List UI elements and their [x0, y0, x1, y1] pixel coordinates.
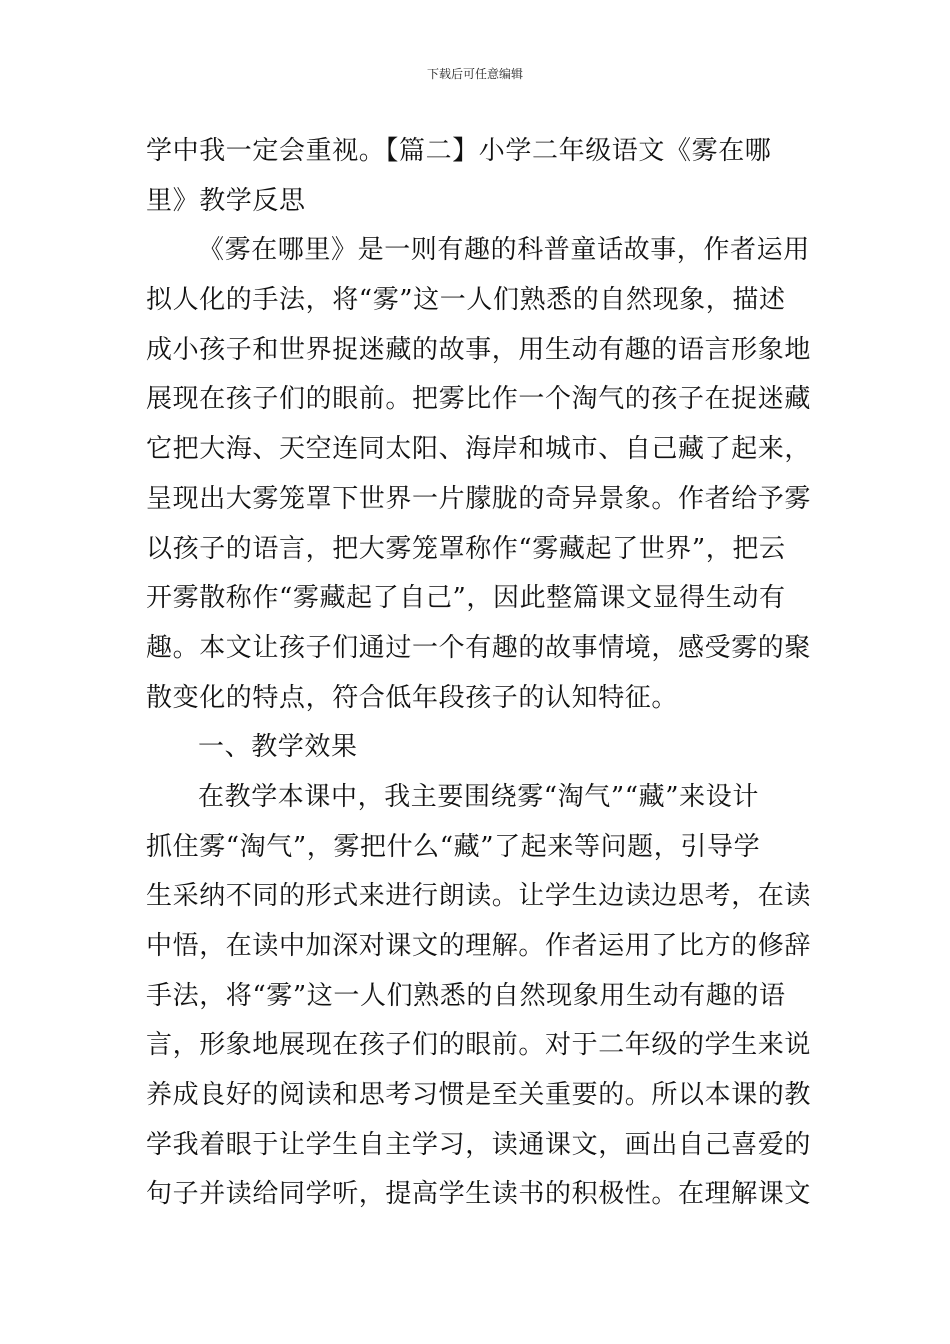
text-line: 学我着眼于让学生自主学习，读通课文，画出自己喜爱的: [146, 1129, 812, 1160]
text-line: 抓住雾“淘气”，雾把什么“藏”了起来等问题，引导学: [146, 831, 761, 862]
text-line: 它把大海、天空连同太阳、海岸和城市、自己藏了起来，: [146, 434, 812, 465]
text-line: 学中我一定会重视。【篇二】小学二年级语文《雾在哪: [146, 136, 772, 166]
page-header: 下载后可任意编辑: [426, 67, 523, 81]
text-line: 拟人化的手法，将“雾”这一人们熟悉的自然现象，描述: [146, 285, 786, 316]
section-heading: 一、教学效果: [198, 732, 358, 763]
text-line: 呈现出大雾笼罩下世界一片朦胧的奇异景象。作者给予雾: [146, 483, 812, 514]
text-line: 散变化的特点，符合低年段孩子的认知特征。: [146, 682, 679, 713]
text-line: 成小孩子和世界捉迷藏的故事，用生动有趣的语言形象地: [146, 334, 812, 365]
text-line: 养成良好的阅读和思考习惯是至关重要的。所以本课的教: [146, 1080, 812, 1111]
text-line: 句子并读给同学听，提高学生读书的积极性。在理解课文: [146, 1179, 812, 1210]
text-line: 言，形象地展现在孩子们的眼前。对于二年级的学生来说: [146, 1030, 812, 1061]
text-line: 生采纳不同的形式来进行朗读。让学生边读边思考，在读: [146, 881, 812, 912]
document-body: [146, 127, 810, 1220]
paragraph-start-line: 《雾在哪里》是一则有趣的科普童话故事，作者运用: [198, 235, 810, 266]
text-line: 以孩子的语言，把大雾笼罩称作“雾藏起了世界”，把云: [146, 533, 786, 564]
text-line: 中悟，在读中加深对课文的理解。作者运用了比方的修辞: [146, 931, 812, 961]
text-line: 手法，将“雾”这一人们熟悉的自然现象用生动有趣的语: [146, 980, 786, 1011]
text-line: 开雾散称作“雾藏起了自己”，因此整篇课文显得生动有: [146, 583, 786, 614]
paragraph-start-line: 在教学本课中，我主要围绕雾“淘气”“藏”来设计: [198, 781, 759, 812]
text-line: 展现在孩子们的眼前。把雾比作一个淘气的孩子在捉迷藏: [146, 384, 812, 415]
text-line: 趣。本文让孩子们通过一个有趣的故事情境，感受雾的聚: [146, 632, 812, 663]
text-line: 里》教学反思: [146, 185, 306, 216]
